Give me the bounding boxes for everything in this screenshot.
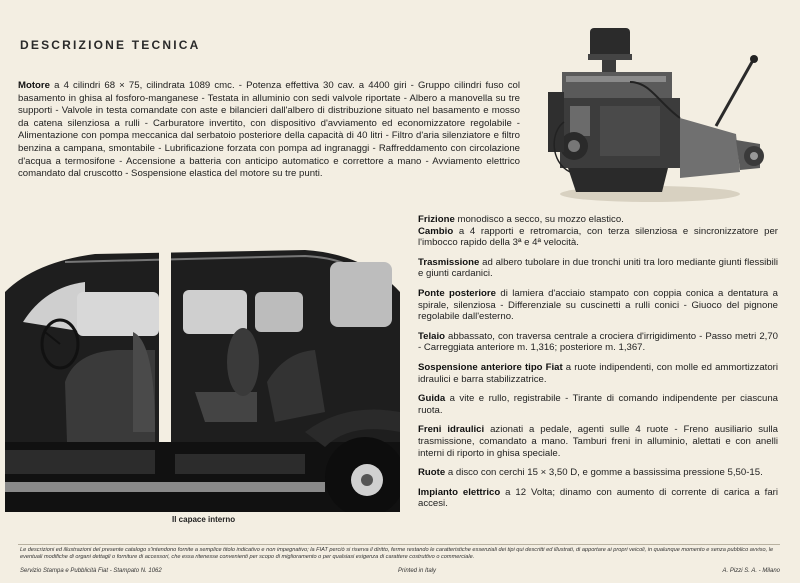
motor-text: a 4 cilindri 68 × 75, cilindrata 1089 cmc. - Potenza effettiva 30 cav. a 4400 giri - Gruppo cilindri fuso col basamento in ghisa al fosforo-manganese - Testata in alluminio con sedi valvole riportate - Albero a manovella su tre supporti - Valvole in testa comandate con aste e bilancieri dall'albero di distribuzione situato nel basamento e mosso da catena silenziosa a rulli - Carburatore invertito, con dispositivo d'avviamento ed economizzatore regolabile - Alimentazione con pompa meccanica dal serbatoio posteriore della capacità di 40 litri - Filtro d'aria silenziatore e filtro benzina a campana, smontabile - Lubrificazione forzata con pompa ad ingranaggi - Raffreddamento con circolazione d'acqua a termosifone - Accensione a batteria con anticipo automatico e correttore a mano - Avviamento elettrico comandato dal cruscotto - Sospensione elastica del motore su tre punti. [18, 80, 520, 180]
motor-term: Motore [18, 80, 50, 91]
page-title: DESCRIZIONE TECNICA [20, 38, 201, 52]
spec-telaio [418, 331, 778, 354]
footer-printed: Printed in Italy [398, 568, 437, 574]
interior-photo [5, 232, 400, 512]
spec-text: di lamiera d'acciaio stampato con coppia conica a dentatura a spirale, silenziosa - Differenziale su cuscinetti a rulli conici - Giuoco del pignone regolabile dall'esterno. [418, 287, 778, 323]
spec-term: Telaio [418, 330, 446, 342]
spec-guida [418, 393, 778, 416]
spec-text: a 4 rapporti e retromarcia, con terza silenziosa e sincronizzatore per l'imbocco rapido della 3ª e 4ª velocità. [418, 225, 778, 249]
specs-list [418, 214, 778, 518]
engine-photo [540, 22, 780, 212]
spec-cambio [418, 226, 778, 249]
photo-caption: Il capace interno [172, 515, 236, 524]
motor-description [18, 80, 520, 181]
spec-freni [418, 424, 778, 459]
spec-term: Cambio [418, 225, 454, 237]
spec-term: Frizione [418, 214, 455, 225]
spec-text: a vite e rullo, registrabile - Tirante di comando indipendente per ciascuna ruota. [418, 393, 778, 416]
spec-frizione [418, 214, 778, 226]
spec-text: ad albero tubolare in due tronchi uniti tra loro mediante giunti flessibili e giunti cardanici. [418, 256, 778, 280]
spec-impianto-elettrico [418, 487, 778, 510]
disclaimer: Le descrizioni ed illustrazioni del presente catalogo s'intendono fornite a semplice titolo indicativo e non impegnativo; la FIAT perciò si riserva il diritto, ferme restando le caratteristiche essenziali dei tipi qui descritti ed illustrati, di apportare ai propri veicoli, in qualunque momento e senza pubblico avviso, le eventuali modifiche di organi dettagli o forniture di accessori, che essa ritenesse convenienti per scopo di miglioramento o per qualsiasi esigenza di carattere costruttivo o commerciale. [20, 547, 774, 560]
footer-divider [18, 544, 780, 545]
spec-text: a 12 Volta; dinamo con aumento di corrente di carica a fari accesi. [418, 486, 778, 510]
spec-term: Ponte posteriore [418, 287, 496, 299]
spec-text: a disco con cerchi 15 × 3,50 D, e gomme a bassissima pressione 5,50-15. [445, 467, 763, 479]
footer-publisher: Servizio Stampa e Pubblicità Fiat - Stampato N. 1062 [20, 568, 162, 574]
spec-text: monodisco a secco, su mozzo elastico. [454, 214, 624, 225]
spec-term: Impianto elettrico [418, 486, 501, 498]
spec-ponte-posteriore [418, 288, 778, 323]
spec-term: Freni idraulici [418, 424, 485, 436]
spec-term: Guida [418, 393, 446, 405]
spec-term: Ruote [418, 467, 446, 479]
spec-text: azionati a pedale, agenti sulle 4 ruote - Freno ausiliario sulla trasmissione, comandato a mano. Tamburi freni in alluminio, alettati e con anelli interni di riporto in ghisa speciale. [418, 424, 778, 459]
spec-term: Sospensione anteriore tipo Fiat [418, 361, 563, 373]
spec-sospensione [418, 362, 778, 385]
spec-trasmissione [418, 257, 778, 280]
footer-printer: A. Pizzi S. A. - Milano [722, 568, 780, 574]
spec-term: Trasmissione [418, 256, 480, 268]
spec-ruote [418, 467, 778, 479]
spec-text: abbassato, con traversa centrale a crociera d'irrigidimento - Passo metri 2,70 - Carreggiata anteriore m. 1,316; posteriore m. 1,367. [418, 330, 778, 354]
spec-text: a ruote indipendenti, con molle ed ammortizzatori idraulici e barra stabilizzatrice. [418, 361, 778, 385]
